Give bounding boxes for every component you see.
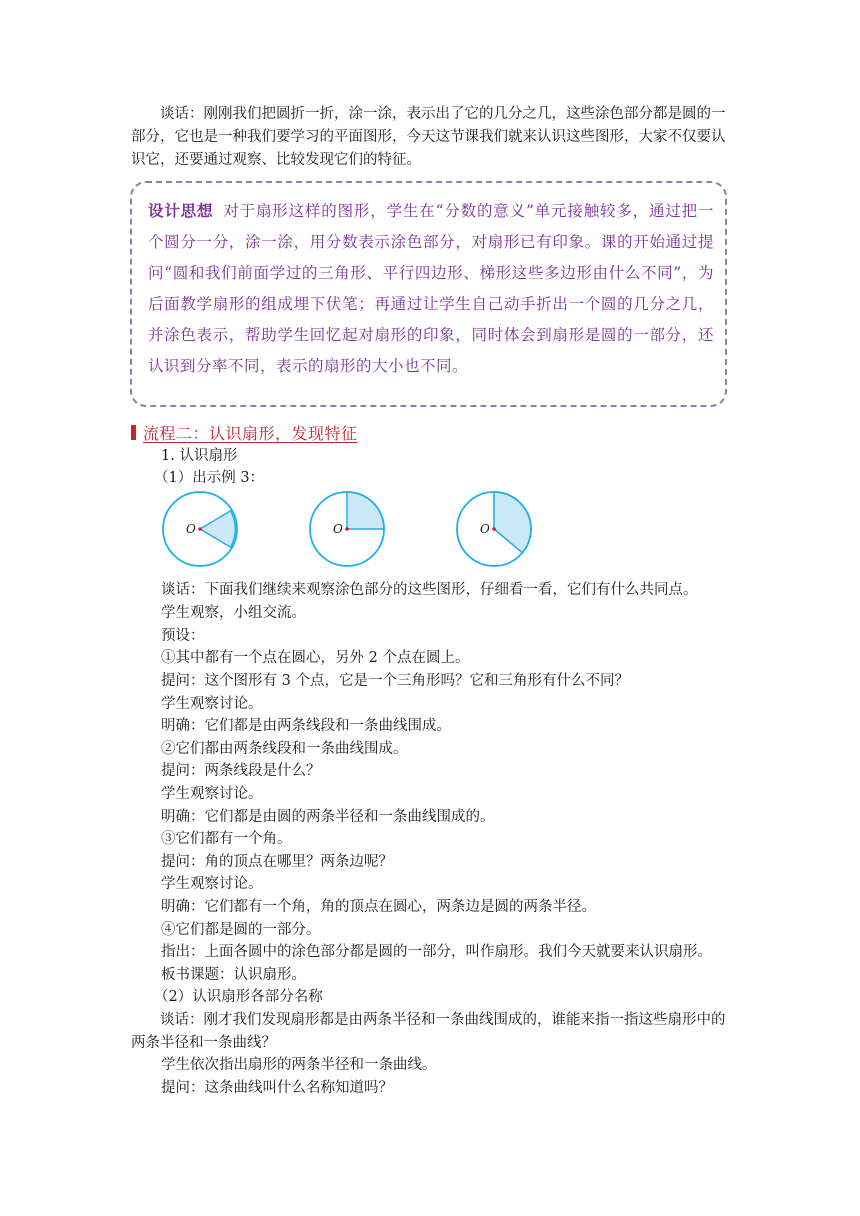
sub-step-2: （2）认识扇形各部分名称	[154, 989, 323, 1005]
section-heading-text: 流程二：认识扇形，发现特征	[143, 423, 358, 443]
figure-sector-small	[162, 490, 242, 574]
body-line: 学生观察讨论。	[161, 786, 263, 802]
center-label: O	[480, 522, 490, 536]
heading-marker-icon	[131, 425, 136, 440]
circle-sector-diagram	[456, 490, 536, 570]
circle-sector-diagram	[309, 490, 389, 570]
figure-sector-quarter	[309, 490, 389, 574]
body-line: 板书课题：认识扇形。	[161, 967, 306, 983]
tail-paragraph: 谈话：刚才我们发现扇形都是由两条半径和一条曲线围成的，谁能来指一指这些扇形中的两条半径和一条曲线？	[131, 1012, 726, 1051]
body-line: 提问：这个图形有 3 个点，它是一个三角形吗？它和三角形有什么不同？	[161, 673, 629, 689]
body-line: 谈话：下面我们继续来观察涂色部分的这些图形，仔细看一看，它们有什么共同点。	[161, 582, 698, 598]
body-line: 预设：	[161, 628, 205, 644]
body-line: ④它们都是圆的一部分。	[161, 922, 321, 938]
step-title: 1. 认识扇形	[161, 448, 238, 464]
section-heading	[131, 421, 358, 443]
body-line: ③它们都有一个角。	[161, 831, 292, 847]
body-line: 明确：它们都是由圆的两条半径和一条曲线围成的。	[161, 809, 495, 825]
body-line: ②它们都由两条线段和一条曲线围成。	[161, 741, 408, 757]
center-label: O	[333, 522, 343, 536]
body-line: 明确：它们都是由两条线段和一条曲线围成。	[161, 718, 451, 734]
body-line: 提问：两条线段是什么？	[161, 763, 321, 779]
body-line: 提问：角的顶点在哪里？两条边呢？	[161, 854, 393, 870]
body-line: 学生观察，小组交流。	[161, 605, 306, 621]
circle-sector-diagram	[162, 490, 242, 570]
body-line: 学生依次指出扇形的两条半径和一条曲线。	[161, 1057, 437, 1073]
design-thought-text	[148, 196, 714, 382]
body-line: 学生观察讨论。	[161, 876, 263, 892]
example-figures	[162, 490, 542, 570]
center-label: O	[186, 522, 196, 536]
design-thought-label: 设计思想	[148, 202, 214, 220]
body-line: 提问：这条曲线叫什么名称知道吗？	[161, 1080, 393, 1096]
design-thought-body: 对于扇形这样的图形，学生在“分数的意义”单元接触较多，通过把一个圆分一分，涂一涂，用分数表示涂色部分，对扇形已有印象。课的开始通过提问“圆和我们前面学过的三角形、平行四边形、梯形这些多边形由什么不同”，为后面教学扇形的组成埋下伏笔；再通过让学生自己动手折出一个圆的几分之几，并涂色表示，帮助学生回忆起对扇形的印象，同时体会到扇形是圆的一部分，还认识到分率不同，表示的扇形的大小也不同。	[148, 202, 714, 375]
body-line: 指出：上面各圆中的涂色部分都是圆的一部分，叫作扇形。我们今天就要来认识扇形。	[161, 944, 712, 960]
figure-sector-large	[456, 490, 536, 574]
body-line: 明确：它们都有一个角，角的顶点在圆心，两条边是圆的两条半径。	[161, 899, 596, 915]
body-line: ①其中都有一个点在圆心，另外 2 个点在圆上。	[161, 650, 470, 666]
intro-paragraph: 谈话：刚刚我们把圆折一折，涂一涂，表示出了它的几分之几，这些涂色部分都是圆的一部分，它也是一种我们要学习的平面图形，今天这节课我们就来认识这些图形，大家不仅要认识它，还要通过观察、比较发现它们的特征。	[131, 106, 726, 168]
sub-step-1: （1）出示例 3：	[154, 470, 265, 486]
body-line: 学生观察讨论。	[161, 696, 263, 712]
